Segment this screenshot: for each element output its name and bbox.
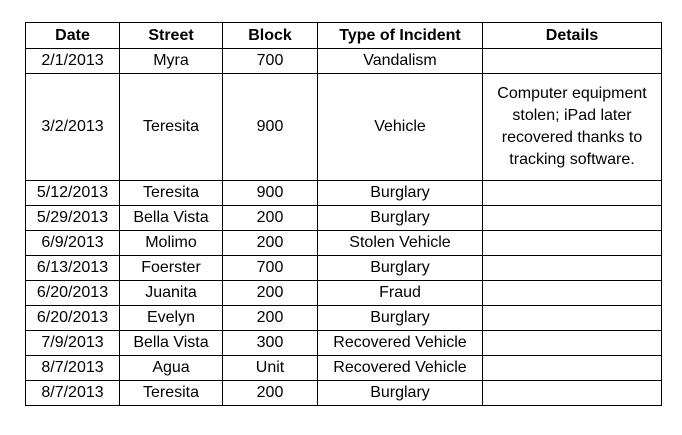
cell-details — [483, 231, 662, 256]
cell-details — [483, 306, 662, 331]
table-row — [26, 181, 662, 206]
cell-street: Molimo — [120, 231, 223, 256]
cell-date: 6/20/2013 — [26, 281, 120, 306]
cell-details — [483, 256, 662, 281]
cell-details: Computer equipment stolen; iPad later recovered thanks to tracking software. — [483, 74, 662, 181]
cell-block: 200 — [223, 231, 318, 256]
incident-table — [25, 22, 662, 406]
table-row — [26, 206, 662, 231]
header-street: Street — [120, 23, 223, 49]
cell-details — [483, 381, 662, 406]
table-row — [26, 256, 662, 281]
cell-street: Juanita — [120, 281, 223, 306]
header-block: Block — [223, 23, 318, 49]
incident-table-container — [25, 22, 661, 406]
cell-details — [483, 206, 662, 231]
cell-details — [483, 181, 662, 206]
cell-block: 200 — [223, 281, 318, 306]
cell-street: Teresita — [120, 181, 223, 206]
table-row — [26, 74, 662, 181]
cell-type: Burglary — [318, 306, 483, 331]
cell-details — [483, 281, 662, 306]
cell-date: 6/13/2013 — [26, 256, 120, 281]
cell-block: 700 — [223, 49, 318, 74]
header-details: Details — [483, 23, 662, 49]
table-row — [26, 381, 662, 406]
cell-date: 8/7/2013 — [26, 381, 120, 406]
cell-type: Vandalism — [318, 49, 483, 74]
cell-details — [483, 49, 662, 74]
cell-street: Foerster — [120, 256, 223, 281]
cell-type: Burglary — [318, 181, 483, 206]
cell-street: Evelyn — [120, 306, 223, 331]
cell-street: Teresita — [120, 74, 223, 181]
cell-block: 200 — [223, 206, 318, 231]
cell-block: Unit — [223, 356, 318, 381]
cell-type: Stolen Vehicle — [318, 231, 483, 256]
cell-block: 900 — [223, 181, 318, 206]
cell-type: Recovered Vehicle — [318, 356, 483, 381]
cell-street: Agua — [120, 356, 223, 381]
cell-street: Bella Vista — [120, 331, 223, 356]
table-row — [26, 306, 662, 331]
cell-date: 3/2/2013 — [26, 74, 120, 181]
table-row — [26, 356, 662, 381]
table-row — [26, 231, 662, 256]
cell-type: Recovered Vehicle — [318, 331, 483, 356]
cell-type: Burglary — [318, 206, 483, 231]
cell-type: Burglary — [318, 381, 483, 406]
cell-block: 300 — [223, 331, 318, 356]
cell-date: 5/12/2013 — [26, 181, 120, 206]
cell-date: 5/29/2013 — [26, 206, 120, 231]
table-header-row — [26, 23, 662, 49]
table-row — [26, 281, 662, 306]
cell-street: Teresita — [120, 381, 223, 406]
cell-block: 200 — [223, 381, 318, 406]
cell-date: 6/9/2013 — [26, 231, 120, 256]
cell-type: Vehicle — [318, 74, 483, 181]
cell-date: 7/9/2013 — [26, 331, 120, 356]
cell-block: 900 — [223, 74, 318, 181]
cell-type: Burglary — [318, 256, 483, 281]
header-date: Date — [26, 23, 120, 49]
cell-details — [483, 356, 662, 381]
cell-street: Bella Vista — [120, 206, 223, 231]
cell-details — [483, 331, 662, 356]
cell-block: 700 — [223, 256, 318, 281]
cell-date: 2/1/2013 — [26, 49, 120, 74]
cell-block: 200 — [223, 306, 318, 331]
cell-date: 6/20/2013 — [26, 306, 120, 331]
table-row — [26, 49, 662, 74]
cell-date: 8/7/2013 — [26, 356, 120, 381]
cell-type: Fraud — [318, 281, 483, 306]
table-row — [26, 331, 662, 356]
cell-street: Myra — [120, 49, 223, 74]
header-type-of-incident: Type of Incident — [318, 23, 483, 49]
